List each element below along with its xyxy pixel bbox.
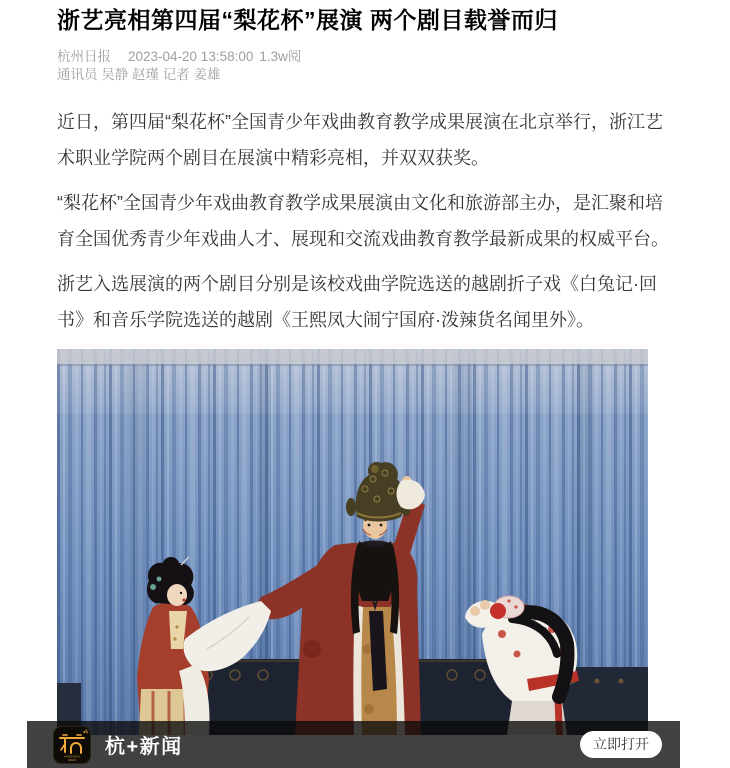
app-name: 杭+新闻 <box>105 736 183 758</box>
meta-source: 杭州日报 <box>57 49 111 64</box>
stage-opera-photo[interactable] <box>57 349 648 735</box>
paragraph-1: 近日，第四届“梨花杯”全国青少年戏曲教育教学成果展演在北京举行，浙江艺术职业学院两个剧目在展演中精彩亮相，并双双获奖。 <box>57 112 663 168</box>
logo-caption-top: HANGZHOU <box>63 754 81 758</box>
article-title: 浙艺亮相第四届“梨花杯”展演 两个剧目载誉而归 <box>57 7 558 33</box>
paragraph-3: 浙艺入选展演的两个剧目分别是该校戏曲学院选送的越剧折子戏《白兔记·回书》和音乐学院选送的越剧《王熙凤大闹宁国府·泼辣货名闻里外》。 <box>57 274 657 330</box>
hangzhou-news-logo-icon <box>53 726 91 764</box>
meta-read-count: 1.3w阅 <box>259 49 302 64</box>
article-meta <box>57 48 675 84</box>
paragraph-2: “梨花杯”全国青少年戏曲教育教学成果展演由文化和旅游部主办，是汇聚和培育全国优秀青少年戏曲人才、展现和交流戏曲教育教学最新成果的权威平台。 <box>57 193 669 249</box>
article-body <box>57 104 675 338</box>
meta-datetime: 2023-04-20 13:58:00 <box>128 49 254 64</box>
stage-opera-illustration <box>57 349 648 735</box>
app-open-bar[interactable] <box>27 721 680 768</box>
logo-caption-bottom: NEWS <box>67 757 77 762</box>
open-app-button[interactable]: 立即打开 <box>580 731 662 758</box>
meta-line-source <box>57 48 675 66</box>
meta-reporters: 通讯员 吴静 赵瑾 记者 姜雄 <box>57 67 221 82</box>
